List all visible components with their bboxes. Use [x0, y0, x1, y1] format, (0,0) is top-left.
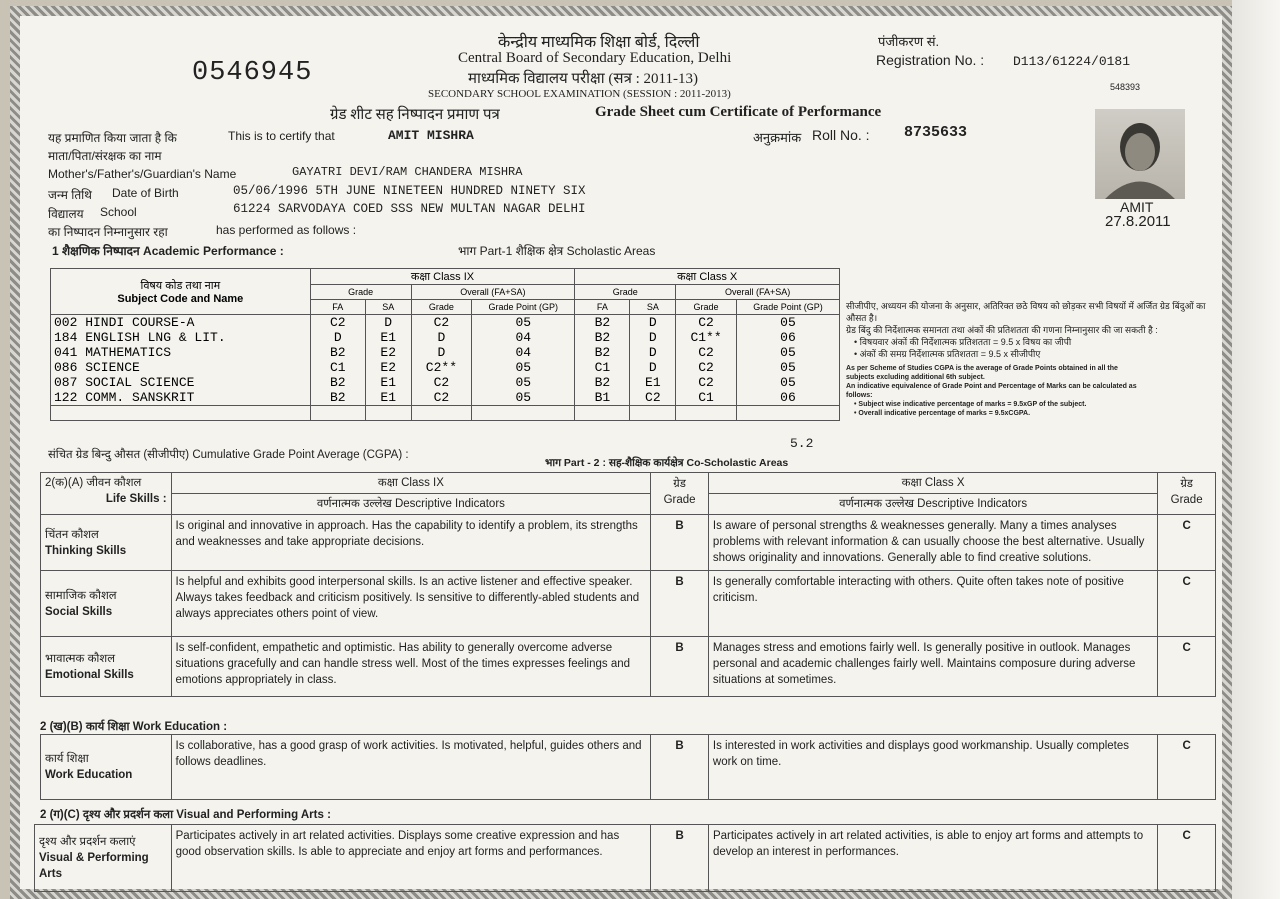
life-class10-title: कक्षा Class X	[709, 473, 1157, 494]
class9-fa-header: FA	[310, 300, 365, 315]
arts-class10-indicator: Participates actively in art related activities, is able to enjoy art forms and attempts to develop an interest in performances.	[708, 825, 1157, 892]
class10-cell: C1	[575, 360, 630, 375]
class10-cell: D	[630, 330, 676, 345]
class9-cell: E1	[365, 390, 411, 406]
grade-sheet-document	[10, 6, 1232, 899]
class10-cell: B2	[575, 375, 630, 390]
class9-cell: 05	[472, 375, 575, 390]
class9-cell: 05	[472, 390, 575, 406]
life-class9-indicator: Is helpful and exhibits good interpersonal skills. Is an active listener and effective speaker. Always takes feedback and criticism positively. Is sensitive to differently-abled students and always appreciates others point of view.	[171, 571, 651, 637]
subject-header	[51, 269, 311, 315]
subject-name: 184 ENGLISH LNG & LIT.	[51, 330, 311, 345]
exam-english: SECONDARY SCHOOL EXAMINATION (SESSION : 2011-2013)	[428, 88, 731, 100]
life-skill-hindi: सामाजिक कौशल	[45, 589, 117, 602]
note-en-3: An indicative equivalence of Grade Point and Percentage of Marks can be calculated as	[846, 383, 1137, 390]
roll-label-hindi: अनुक्रमांक	[753, 130, 802, 145]
performed-hindi: का निष्पादन निम्नानुसार रहा	[48, 225, 168, 239]
life-class9-indicator: Is original and innovative in approach. Has the capability to identify a problem, its strengths and weaknesses and take appropriate decisions.	[171, 515, 651, 571]
life-class10-indicator: Is aware of personal strengths & weaknesses generally. Many a times analyses problems with relevant information & can usually choose the best alternative. Usually shows originality and innovations. Generally able to find creative solutions.	[708, 515, 1157, 571]
class10-overall-header: Overall (FA+SA)	[676, 285, 840, 300]
class10-cell: 05	[736, 315, 839, 331]
class9-cell: E2	[365, 345, 411, 360]
subject-name: 086 SCIENCE	[51, 360, 311, 375]
life-class10-indicator: Manages stress and emotions fairly well. Is generally positive in outlook. Manages personal and academic challenges fairly well. Maintains composure during adverse situations at sometimes.	[708, 637, 1157, 697]
cgpa-notes	[846, 300, 1208, 418]
part1-label: भाग Part-1 शैक्षिक क्षेत्र Scholastic Areas	[458, 244, 656, 258]
life-skills-label-english: Life Skills :	[105, 493, 167, 505]
school-value: 61224 SARVODAYA COED SSS NEW MULTAN NAGAR DELHI	[233, 202, 586, 216]
life-class9-header	[171, 473, 651, 515]
class9-cell: C1	[310, 360, 365, 375]
academic-label: 1 शैक्षणिक निष्पादन Academic Performance :	[52, 244, 284, 258]
life-skill-english: Thinking Skills	[45, 544, 127, 557]
class9-cell: E2	[365, 360, 411, 375]
arts-class10-grade: C	[1158, 825, 1216, 892]
class10-cell: D	[630, 360, 676, 375]
class10-cell: C2	[676, 315, 737, 331]
life-class10-desc: वर्णनात्मक उल्लेख Descriptive Indicators	[839, 498, 1028, 510]
life-class10-grade: C	[1158, 515, 1216, 571]
life-class9-title: कक्षा Class IX	[172, 473, 651, 494]
title-hindi: ग्रेड शीट सह निष्पादन प्रमाण पत्र	[330, 107, 500, 123]
subject-row-spacer	[51, 406, 840, 421]
class9-cell: 05	[472, 315, 575, 331]
class10-cell: C2	[676, 375, 737, 390]
class9-overall-grade-header: Grade	[411, 300, 472, 315]
arts-hindi: दृश्य और प्रदर्शन कलाएं	[39, 836, 136, 848]
class9-gp-header: Grade Point (GP)	[472, 300, 575, 315]
cgpa-label: संचित ग्रेड बिन्दु औसत (सीजीपीए) Cumulative Grade Point Average (CGPA) :	[48, 449, 409, 461]
work-class10-indicator: Is interested in work activities and displays good workmanship. Usually completes work on time.	[708, 735, 1157, 800]
subject-row	[51, 375, 840, 390]
note-en-5: • Subject wise indicative percentage of marks = 9.5xGP of the subject.	[854, 401, 1087, 408]
life-skill-english: Social Skills	[45, 605, 113, 618]
subject-row	[51, 330, 840, 345]
class9-grade-header: Grade	[310, 285, 411, 300]
guardian-english: Mother's/Father's/Guardian's Name	[48, 167, 237, 181]
subject-row	[51, 390, 840, 406]
part2-label: भाग Part - 2 : सह-शैक्षिक कार्यक्षेत्र Co-Scholastic Areas	[545, 457, 789, 469]
work-hindi: कार्य शिक्षा	[45, 753, 89, 765]
class10-sa-header: SA	[630, 300, 676, 315]
life-class10-header	[708, 473, 1157, 515]
class9-cell: C2	[310, 315, 365, 331]
class9-cell: C2	[411, 315, 472, 331]
class9-cell: C2	[411, 390, 472, 406]
dob-value: 05/06/1996 5TH JUNE NINETEEN HUNDRED NINETY SIX	[233, 184, 586, 198]
arts-table	[34, 824, 1216, 892]
class10-cell: C2	[676, 360, 737, 375]
student-photo	[1095, 109, 1185, 199]
subject-rows	[51, 315, 840, 421]
board-name-hindi: केन्द्रीय माध्यमिक शिक्षा बोर्ड, दिल्ली	[498, 34, 700, 51]
life-skill-row	[41, 637, 1216, 697]
exam-hindi: माध्यमिक विद्यालय परीक्षा (सत्र : 2011-13)	[468, 71, 698, 87]
note-hindi-1: सीजीपीए, अध्ययन की योजना के अनुसार, अतिरिक्त छठे विषय को छोड़कर सभी विषयों में अर्जित ग्रेड बिंदुओं का औसत है।	[846, 301, 1206, 323]
class10-cell: C2	[630, 390, 676, 406]
class9-header: कक्षा Class IX	[310, 269, 575, 285]
class10-grade-header: Grade	[575, 285, 676, 300]
subject-row	[51, 360, 840, 375]
life-skill-label	[41, 571, 172, 637]
student-name: AMIT MISHRA	[388, 128, 474, 143]
life-skill-label	[41, 515, 172, 571]
life-class10-grade-hindi: ग्रेड	[1180, 478, 1193, 490]
class10-cell: B2	[575, 315, 630, 331]
note-en-6: • Overall indicative percentage of marks = 9.5xCGPA.	[854, 410, 1031, 417]
subject-name: 122 COMM. SANSKRIT	[51, 390, 311, 406]
cgpa-value: 5.2	[790, 436, 814, 451]
life-class10-grade-header	[1158, 473, 1216, 515]
class10-cell: D	[630, 345, 676, 360]
page-background-edge	[1232, 0, 1280, 899]
life-class9-grade-header	[651, 473, 709, 515]
signature-name: AMIT	[1120, 199, 1154, 215]
class10-header: कक्षा Class X	[575, 269, 840, 285]
life-skill-row	[41, 571, 1216, 637]
class9-cell: B2	[310, 345, 365, 360]
signature-date: 27.8.2011	[1105, 213, 1171, 230]
guardian-hindi: माता/पिता/संरक्षक का नाम	[48, 149, 162, 163]
class9-cell: E1	[365, 330, 411, 345]
dob-hindi: जन्म तिथि	[48, 188, 92, 202]
note-hindi-4: • अंकों की समग्र निर्देशात्मक प्रतिशतता = 9.5 x सीजीपीए	[854, 349, 1041, 359]
class10-cell: 05	[736, 360, 839, 375]
class9-overall-header: Overall (FA+SA)	[411, 285, 575, 300]
class9-sa-header: SA	[365, 300, 411, 315]
subject-row	[51, 315, 840, 331]
class9-cell: C2	[411, 375, 472, 390]
roll-label: Roll No. :	[812, 127, 870, 143]
life-skills-label	[41, 473, 172, 515]
work-table	[40, 734, 1216, 800]
life-skill-row	[41, 515, 1216, 571]
life-class9-grade-english: Grade	[663, 494, 696, 506]
class9-cell: 05	[472, 360, 575, 375]
subject-header-english: Subject Code and Name	[117, 293, 244, 305]
school-english: School	[100, 205, 137, 219]
life-class10-indicator: Is generally comfortable interacting with others. Quite often takes note of positive criticism.	[708, 571, 1157, 637]
life-skill-label	[41, 637, 172, 697]
arts-row-label	[35, 825, 172, 892]
school-hindi: विद्यालय	[48, 207, 84, 221]
subject-name: 087 SOCIAL SCIENCE	[51, 375, 311, 390]
registration-label-hindi: पंजीकरण सं.	[878, 34, 940, 49]
note-en-1: As per Scheme of Studies CGPA is the average of Grade Points obtained in all the	[846, 365, 1118, 372]
arts-english: Visual & Performing Arts	[39, 852, 149, 880]
work-english: Work Education	[45, 769, 133, 781]
subject-header-hindi: विषय कोड तथा नाम	[140, 280, 221, 292]
class9-cell: D	[365, 315, 411, 331]
class10-cell: E1	[630, 375, 676, 390]
class10-cell: D	[630, 315, 676, 331]
life-skill-english: Emotional Skills	[45, 668, 134, 681]
life-skill-hindi: भावात्मक कौशल	[45, 652, 115, 665]
board-name-english: Central Board of Secondary Education, Delhi	[458, 50, 732, 66]
life-class9-grade: B	[651, 571, 709, 637]
class9-cell: 04	[472, 345, 575, 360]
scholastic-table	[50, 268, 840, 421]
life-class9-grade: B	[651, 637, 709, 697]
class10-gp-header: Grade Point (GP)	[736, 300, 839, 315]
life-class10-grade: C	[1158, 571, 1216, 637]
dob-english: Date of Birth	[112, 186, 179, 200]
guardian-value: GAYATRI DEVI/RAM CHANDERA MISHRA	[292, 165, 523, 179]
class10-cell: 06	[736, 330, 839, 345]
class10-overall-grade-header: Grade	[676, 300, 737, 315]
life-skill-hindi: चिंतन कौशल	[45, 528, 99, 541]
note-hindi-2: ग्रेड बिंदु की निर्देशात्मक समानता तथा अंकों की प्रतिशतता की गणना निम्नानुसार की जा सकती है :	[846, 325, 1158, 335]
arts-label: 2 (ग)(C) दृश्य और प्रदर्शन कला Visual and Performing Arts :	[40, 809, 331, 821]
life-skill-rows	[41, 515, 1216, 697]
certify-english: This is to certify that	[228, 129, 335, 143]
subject-name: 002 HINDI COURSE-A	[51, 315, 311, 331]
life-skills-label-hindi: 2(क)(A) जीवन कौशल	[45, 477, 142, 489]
class9-cell: B2	[310, 375, 365, 390]
class10-cell: 05	[736, 345, 839, 360]
note-en-4: follows:	[846, 392, 873, 399]
note-en-2: subjects excluding additional 6th subject.	[846, 374, 985, 381]
class9-cell: 04	[472, 330, 575, 345]
life-class9-indicator: Is self-confident, empathetic and optimistic. Has ability to generally overcome adverse situations gracefully and can handle stress well. Most of the times expresses feelings and emotions appropriately in class.	[171, 637, 651, 697]
work-class9-indicator: Is collaborative, has a good grasp of work activities. Is motivated, helpful, guides others and follows deadlines.	[171, 735, 651, 800]
certify-hindi: यह प्रमाणित किया जाता है कि	[48, 131, 177, 145]
class9-cell: B2	[310, 390, 365, 406]
work-class10-grade: C	[1158, 735, 1216, 800]
class10-cell: C2	[676, 345, 737, 360]
performed-english: has performed as follows :	[216, 223, 357, 237]
life-class10-grade-english: Grade	[1170, 494, 1203, 506]
class10-cell: C1	[676, 390, 737, 406]
arts-class9-indicator: Participates actively in art related activities. Displays some creative expression and has good observation skills. Is able to appreciate and enjoy art forms and performances.	[171, 825, 651, 892]
registration-label: Registration No. :	[876, 52, 985, 68]
class10-cell: 06	[736, 390, 839, 406]
life-class9-grade: B	[651, 515, 709, 571]
subject-name: 041 MATHEMATICS	[51, 345, 311, 360]
subject-row	[51, 345, 840, 360]
class9-cell: D	[411, 330, 472, 345]
life-class9-desc: वर्णनात्मक उल्लेख Descriptive Indicators	[316, 498, 505, 510]
class9-cell: D	[411, 345, 472, 360]
class10-cell: C1**	[676, 330, 737, 345]
class9-cell: C2**	[411, 360, 472, 375]
note-hindi-3: • विषयवार अंकों की निर्देशात्मक प्रतिशतता = 9.5 x विषय का जीपी	[854, 337, 1072, 347]
class9-cell: E1	[365, 375, 411, 390]
life-skills-table	[40, 472, 1216, 697]
class9-cell: D	[310, 330, 365, 345]
registration-value: D113/61224/0181	[1013, 54, 1131, 69]
arts-class9-grade: B	[651, 825, 709, 892]
student-photo-silhouette	[1095, 109, 1185, 199]
work-label: 2 (ख)(B) कार्य शिक्षा Work Education :	[40, 721, 228, 733]
serial-number: 548393	[1110, 82, 1141, 92]
class10-cell: B2	[575, 330, 630, 345]
title-english: Grade Sheet cum Certificate of Performance	[595, 104, 882, 120]
work-row-label	[41, 735, 172, 800]
roll-value: 8735633	[904, 124, 968, 141]
class10-cell: B1	[575, 390, 630, 406]
work-class9-grade: B	[651, 735, 709, 800]
life-class10-grade: C	[1158, 637, 1216, 697]
class10-fa-header: FA	[575, 300, 630, 315]
life-class9-grade-hindi: ग्रेड	[673, 478, 686, 490]
class10-cell: B2	[575, 345, 630, 360]
class10-cell: 05	[736, 375, 839, 390]
certificate-number: 0546945	[192, 58, 313, 88]
